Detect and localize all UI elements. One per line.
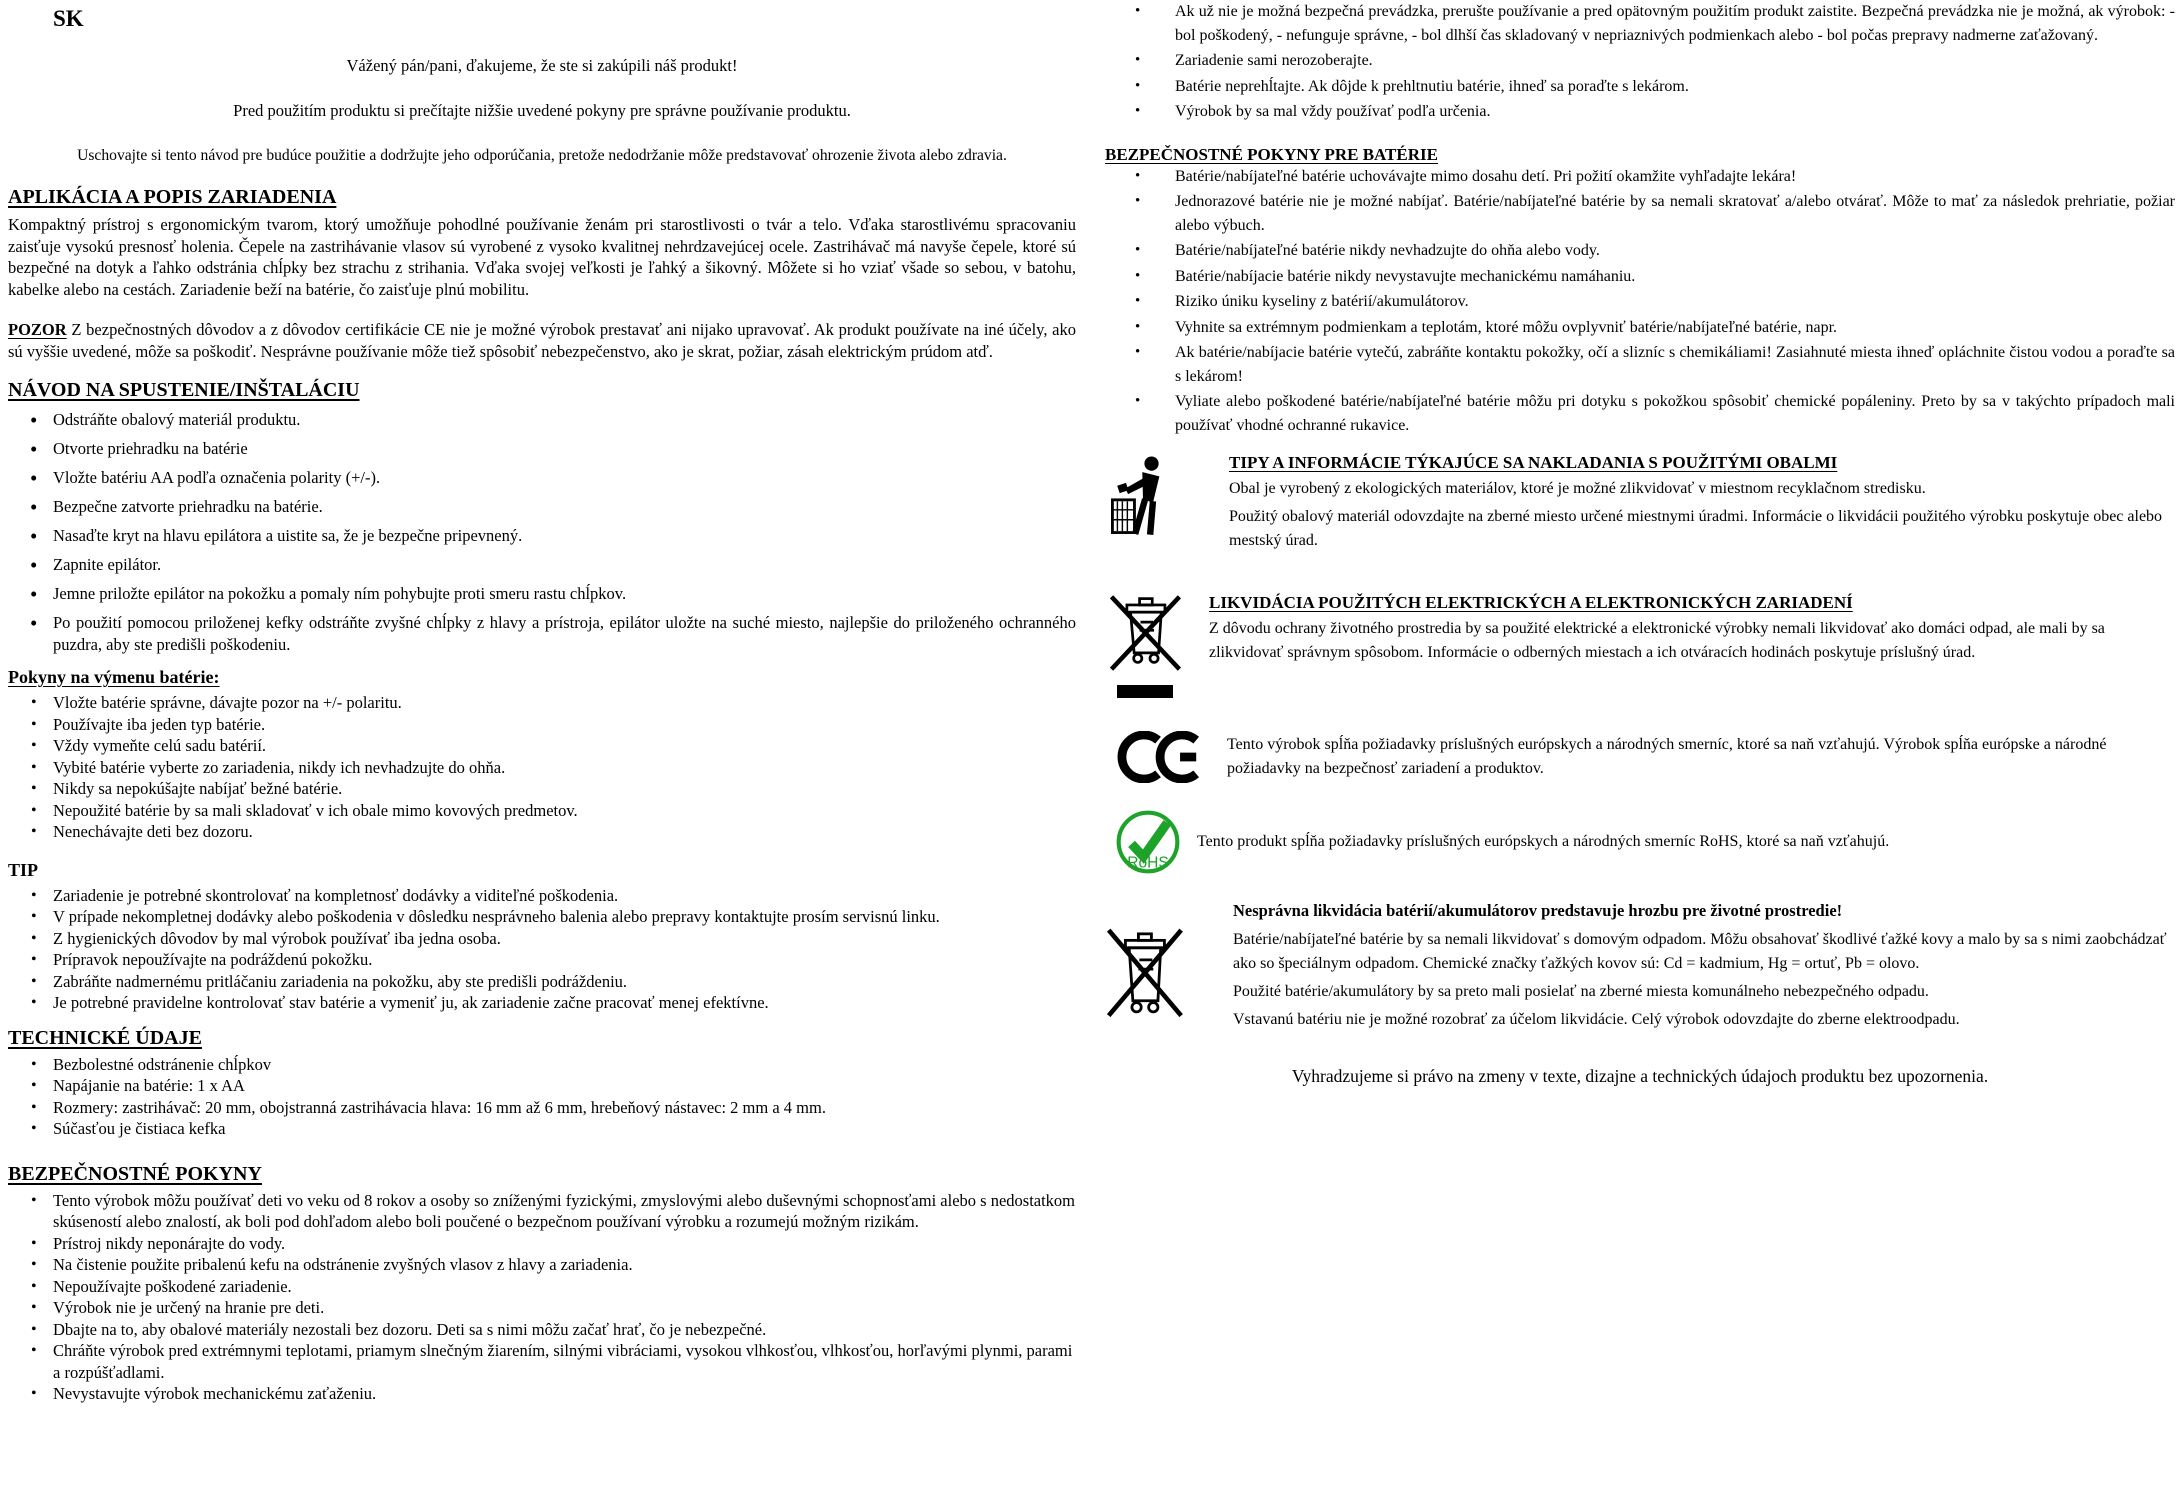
list-item: • V prípade nekompletnej dodávky alebo poškodenia v dôsledku nesprávneho balenia alebo prepravy kontaktujte prosím servisnú linku.: [53, 906, 1076, 928]
battery-disposal-paragraph-3: Vstavanú batériu nie je možné rozobrať za účelom likvidácie. Celý výrobok odovzdajte do zberne elektroodpadu.: [1233, 1011, 1960, 1028]
list-item: • Nevystavujte výrobok mechanickému zaťaženiu.: [53, 1383, 1076, 1405]
list-item: • Výrobok nie je určený na hranie pre deti.: [53, 1297, 1076, 1319]
section-heading-weee: LIKVIDÁCIA POUŽITÝCH ELEKTRICKÝCH A ELEKTRONICKÝCH ZARIADENÍ: [1209, 593, 1853, 612]
start-install-list: [8, 409, 1076, 656]
list-item: • Napájanie na batérie: 1 x AA: [53, 1075, 1076, 1097]
tip-list: [8, 885, 1076, 1014]
list-item: • Bezpečne zatvorte priehradku na batérie.: [53, 496, 1076, 518]
crossed-wheelie-bin-icon: [1105, 922, 1185, 1020]
safety-continued-list: [1105, 0, 2175, 124]
list-item: • Zariadenie je potrebné skontrolovať na kompletnosť dodávky a viditeľné poškodenia.: [53, 885, 1076, 907]
packaging-paragraph-1: Obal je vyrobený z ekologických materiálov, ktoré je možné zlikvidovať v miestnom recyklačnom stredisku.: [1229, 480, 1926, 497]
list-item: • Jednorazové batérie nie je možné nabíjať. Batérie/nabíjateľné batérie by sa nemali skratovať a/alebo otvárať. Môže to mať za následok prehriatie, požiar alebo výbuch.: [1175, 190, 2175, 237]
list-item: • Odstráňte obalový materiál produktu.: [53, 409, 1076, 431]
weee-text: [1209, 593, 2175, 665]
battery-safety-list: [1105, 165, 2175, 438]
intro-keep-manual: Uschovajte si tento návod pre budúce použitie a dodržujte jeho odporúčania, pretože nedodržanie môže predstavovať ohrozenie života alebo zdravia.: [77, 147, 1007, 164]
packaging-paragraph-2: Použitý obalový materiál odovzdajte na zberné miesto určené miestnymi úradmi. Informácie o likvidácii použitého výrobku poskytuje obec alebo mestský úrad.: [1229, 508, 2163, 549]
list-item: • Otvorte priehradku na batérie: [53, 438, 1076, 460]
rohs-check-icon: [1105, 809, 1197, 875]
caution-paragraph: [8, 319, 1076, 362]
list-item: • Používajte iba jeden typ batérie.: [53, 714, 1076, 736]
section-heading-safety: BEZPEČNOSTNÉ POKYNY: [8, 1162, 262, 1185]
list-item: • Chráňte výrobok pred extrémnymi teplotami, priamym slnečným žiarením, silnými vibráciami, vysokou vlhkosťou, vlhkosťou, horľavými plynmi, parami a rozpúšťadlami.: [53, 1340, 1076, 1383]
list-item: • Nepoužívajte poškodené zariadenie.: [53, 1276, 1076, 1298]
ce-mark-icon: [1105, 731, 1219, 783]
list-item: • Tento výrobok môžu používať deti vo veku od 8 rokov a osoby so zníženými fyzickými, zmyslovými alebo duševnými schopnosťami alebo s nedostatkom skúseností alebo znalostí, ak boli pod dohľadom alebo boli poučené o bezpečnom používaní výrobku a rozumejú možným rizikám.: [53, 1190, 1076, 1233]
list-item: • Po použití pomocou priloženej kefky odstráňte zvyšné chĺpky z hlavy a prístroja, epilátor uložte na suché miesto, najlepšie do priloženého ochranného puzdra, aby ste predišli poškodeniu.: [53, 612, 1076, 656]
application-body: Kompaktný prístroj s ergonomickým tvarom, ktorý umožňuje pohodlné používanie ženám pri starostlivosti o tvár a telo. Vďaka starostlivému spracovaniu zaisťuje vysokú presnosť holenia. Čepele na zastrihávanie vlasov sú vyrobené z vysoko kvalitnej nehrdzavejúcej ocele. Zastrihávač má navyše čepele, ktoré sú bezpečné na dotyk a ľahko odstránia chĺpky bez strachu z strihania. Vďaka svojej veľkosti je ľahký a šikovný. Môžete si ho vziať všade so sebou, v batohu, kabelke alebo na cestách. Zariadenie beží na batérie, čo zaisťuje plnú mobilitu.: [8, 215, 1076, 299]
ce-paragraph: Tento výrobok spĺňa požiadavky príslušných európskych a národných smerníc, ktoré sa naň vzťahujú. Výrobok spĺňa európske a národné požiadavky na bezpečnosť zariadení a produktov.: [1227, 736, 2107, 777]
rights-reserved-note: Vyhradzujeme si právo na zmeny v texte, dizajne a technických údajoch produktu bez upozornenia.: [1291, 1066, 1989, 1086]
battery-disposal-text: [1233, 924, 2175, 1032]
battery-replace-list: [8, 692, 1076, 843]
list-item: • Nenechávajte deti bez dozoru.: [53, 821, 1076, 843]
language-code: SK: [53, 6, 84, 31]
right-column: [1105, 0, 2175, 1087]
list-item: • Zabráňte nadmernému pritláčaniu zariadenia na pokožku, aby ste predišli podráždeniu.: [53, 971, 1076, 993]
section-heading-packaging: TIPY A INFORMÁCIE TÝKAJÚCE SA NAKLADANIA S POUŽITÝMI OBALMI: [1229, 453, 1838, 472]
list-item: • Batérie/nabíjateľné batérie nikdy nevhadzujte do ohňa alebo vody.: [1175, 239, 2175, 263]
list-item: • Na čistenie použite pribalenú kefu na odstránenie zvyšných vlasov z hlavy a zariadenia.: [53, 1254, 1076, 1276]
list-item: • Ak batérie/nabíjacie batérie vytečú, zabráňte kontaktu pokožky, očí a slizníc s chemikáliami! Zasiahnuté miesta ihneď opláchnite čistou vodou a poraďte sa s lekárom!: [1175, 341, 2175, 388]
packaging-text: [1229, 453, 2175, 553]
list-item: • Nasaďte kryt na hlavu epilátora a uistite sa, že je bezpečne pripevnený.: [53, 525, 1076, 547]
section-heading-tech: TECHNICKÉ ÚDAJE: [8, 1026, 202, 1049]
weee-section: [1105, 593, 2175, 698]
list-item: • Ak už nie je možná bezpečná prevádzka, prerušte používanie a pred opätovným použitím produkt zaistite. Bezpečná prevádzka nie je možná, ak výrobok: - bol poškodený, - nefunguje správne, - bol dlhší čas skladovaný v nepriaznivých podmienkach alebo - bol počas prepravy nadmerne zaťažovaný.: [1175, 0, 2175, 47]
list-item: • Z hygienických dôvodov by mal výrobok používať iba jedna osoba.: [53, 928, 1076, 950]
list-item: • Batérie neprehĺtajte. Ak dôjde k prehltnutiu batérie, ihneď sa poraďte s lekárom.: [1175, 75, 2175, 99]
list-item: • Rozmery: zastrihávač: 20 mm, obojstranná zastrihávacia hlava: 16 mm až 6 mm, hrebeňový nástavec: 2 mm a 4 mm.: [53, 1097, 1076, 1119]
caution-text: Z bezpečnostných dôvodov a z dôvodov certifikácie CE nie je možné výrobok prestavať ani nijako upravovať. Ak produkt používate na iné účely, ako sú vyššie uvedené, môže sa poškodiť. Nesprávne používanie môže tiež spôsobiť nebezpečenstvo, ako je skrat, požiar, zásah elektrickým prúdom atď.: [8, 320, 1077, 361]
list-item: • Batérie/nabíjacie batérie nikdy nevystavujte mechanickému namáhaniu.: [1175, 265, 2175, 289]
list-item: • Vždy vymeňte celú sadu batérií.: [53, 735, 1076, 757]
list-item: • Vložte batériu AA podľa označenia polarity (+/-).: [53, 467, 1076, 489]
list-item: • Nepoužité batérie by sa mali skladovať v ich obale mimo kovových predmetov.: [53, 800, 1076, 822]
packaging-section: [1105, 453, 2175, 553]
list-item: • Je potrebné pravidelne kontrolovať stav batérie a vymeniť ju, ak zariadenie začne pracovať menej efektívne.: [53, 992, 1076, 1014]
crossed-wheelie-bin-icon: [1105, 593, 1185, 698]
tech-list: [8, 1054, 1076, 1140]
list-item: • Nikdy sa nepokúšajte nabíjať bežné batérie.: [53, 778, 1076, 800]
list-item: • Vyliate alebo poškodené batérie/nabíjateľné batérie môžu pri dotyku s pokožkou spôsobiť chemické popáleniny. Preto by sa v takýchto prípadoch mali používať vhodné ochranné rukavice.: [1175, 390, 2175, 437]
rohs-paragraph: Tento produkt spĺňa požiadavky príslušných európskych a národných smerníc RoHS, ktoré sa naň vzťahujú.: [1197, 833, 1890, 850]
weee-bar: [1117, 685, 1173, 698]
section-heading-start-install: NÁVOD NA SPUSTENIE/INŠTALÁCIU: [8, 379, 360, 401]
section-heading-battery-replace: Pokyny na výmenu batérie:: [8, 667, 220, 687]
caution-label: POZOR: [8, 320, 67, 339]
intro-greeting: Vážený pán/pani, ďakujeme, že ste si zakúpili náš produkt!: [346, 56, 738, 75]
intro-read-first: Pred použitím produktu si prečítajte nižšie uvedené pokyny pre správne používanie produktu.: [233, 101, 851, 120]
list-item: • Výrobok by sa mal vždy používať podľa určenia.: [1175, 100, 2175, 124]
section-heading-application: APLIKÁCIA A POPIS ZARIADENIA: [8, 186, 337, 208]
ce-text: [1227, 733, 2175, 781]
list-item: • Zariadenie sami nerozoberajte.: [1175, 49, 2175, 73]
battery-disposal-paragraph-2: Použité batérie/akumulátory by sa preto mali posielať na zberné miesta komunálneho nebezpečného odpadu.: [1233, 983, 1929, 1000]
section-heading-battery-safety: BEZPEČNOSTNÉ POKYNY PRE BATÉRIE: [1105, 144, 1438, 164]
tidyman-icon: [1105, 453, 1181, 541]
list-item: • Vyhnite sa extrémnym podmienkam a teplotám, ktoré môžu ovplyvniť batérie/nabíjateľné batérie, napr.: [1175, 316, 2175, 340]
ce-section: [1105, 731, 2175, 783]
list-item: • Batérie/nabíjateľné batérie uchovávajte mimo dosahu detí. Pri požití okamžite vyhľadajte lekára!: [1175, 165, 2175, 189]
section-heading-tip: TIP: [8, 859, 39, 880]
safety-list: [8, 1190, 1076, 1405]
list-item: • Vybité batérie vyberte zo zariadenia, nikdy ich nevhadzujte do ohňa.: [53, 757, 1076, 779]
left-column: [8, 0, 1076, 1405]
battery-disposal-title: Nesprávna likvidácia batérií/akumulátorov predstavuje hrozbu pre životné prostredie!: [1233, 901, 1843, 920]
rohs-label: RoHS: [1127, 854, 1169, 872]
battery-disposal-section: [1105, 899, 2175, 1032]
rohs-text: [1197, 830, 2175, 854]
list-item: • Bezbolestné odstránenie chĺpkov: [53, 1054, 1076, 1076]
list-item: • Vložte batérie správne, dávajte pozor na +/- polaritu.: [53, 692, 1076, 714]
weee-paragraph: Z dôvodu ochrany životného prostredia by sa použité elektrické a elektronické výrobky nemali likvidovať ako domáci odpad, ale mali by sa zlikvidovať správnym spôsobom. Informácie o odberných miestach a ich otváracích hodinách poskytuje príslušný úrad.: [1209, 620, 2105, 661]
list-item: • Prípravok nepoužívajte na podráždenú pokožku.: [53, 949, 1076, 971]
rohs-section: [1105, 809, 2175, 875]
list-item: • Súčasťou je čistiaca kefka: [53, 1118, 1076, 1140]
list-item: • Prístroj nikdy neponárajte do vody.: [53, 1233, 1076, 1255]
list-item: • Dbajte na to, aby obalové materiály nezostali bez dozoru. Deti sa s nimi môžu začať hrať, čo je nebezpečné.: [53, 1319, 1076, 1341]
list-item: • Zapnite epilátor.: [53, 554, 1076, 576]
list-item: • Jemne priložte epilátor na pokožku a pomaly ním pohybujte proti smeru rastu chĺpkov.: [53, 583, 1076, 605]
battery-disposal-paragraph-1: Batérie/nabíjateľné batérie by sa nemali likvidovať s domovým odpadom. Môžu obsahovať škodlivé ťažké kovy a malo by sa s nimi zaobchádzať ako so špeciálnym odpadom. Chemické značky ťažkých kovov sú: Cd = kadmium, Hg = ortuť, Pb = olovo.: [1233, 931, 2167, 972]
list-item: • Riziko úniku kyseliny z batérií/akumulátorov.: [1175, 290, 2175, 314]
